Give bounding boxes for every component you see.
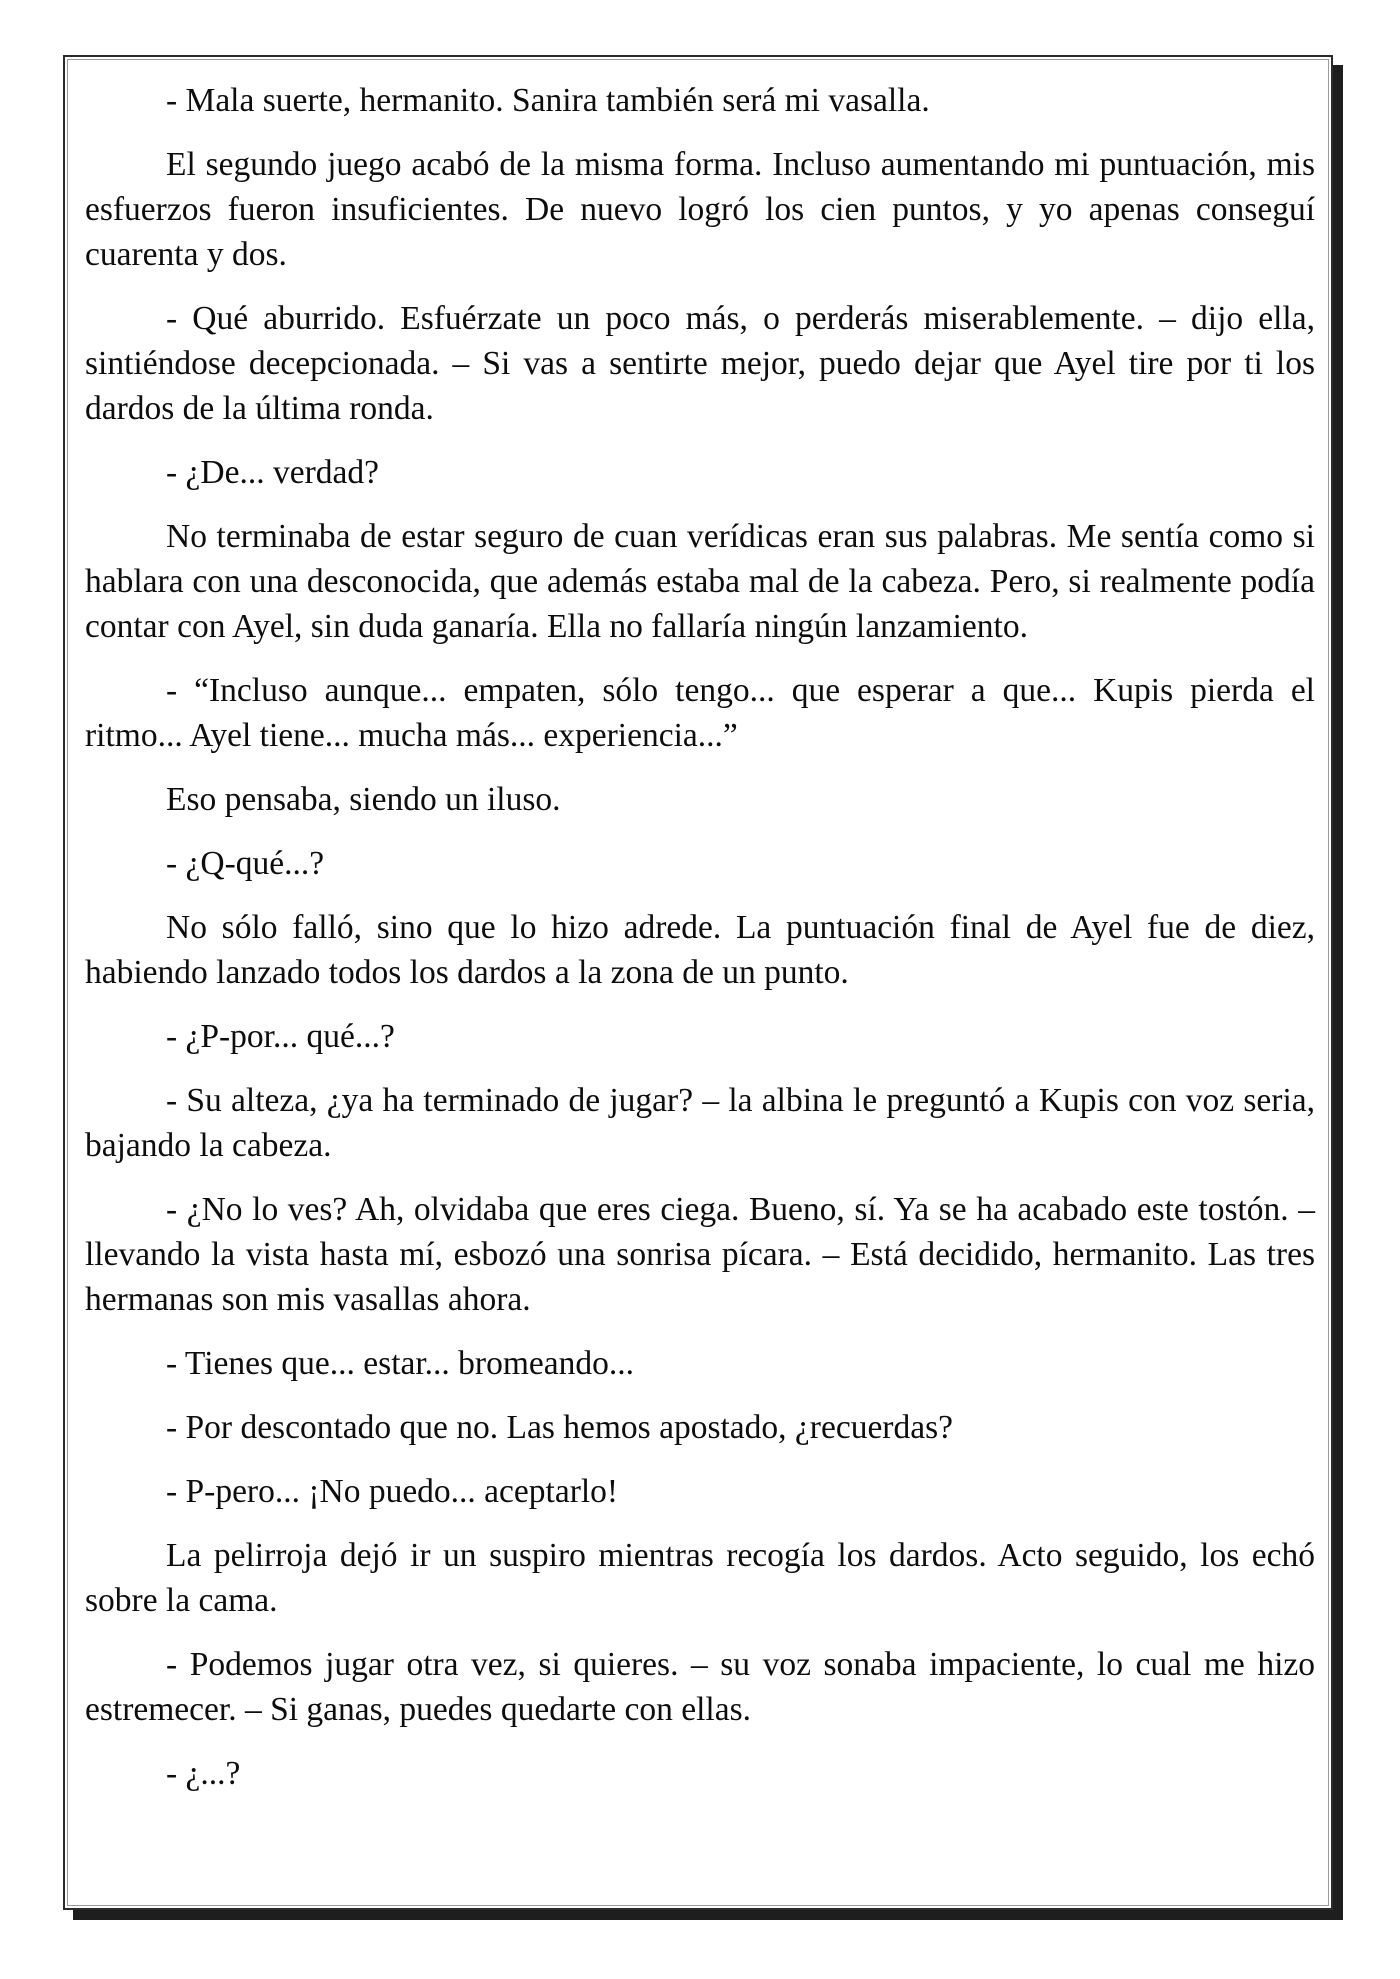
paragraph: No terminaba de estar seguro de cuan verídicas eran sus palabras. Me sentía como si hablara con una desconocida, que además estaba mal de la cabeza. Pero, si realmente podía contar con Ayel, sin duda ganaría. Ella no fallaría ningún lanzamiento.	[85, 518, 1315, 645]
paragraph: Eso pensaba, siendo un iluso.	[166, 781, 561, 818]
document-body	[85, 78, 1315, 1796]
paragraph: - Podemos jugar otra vez, si quieres. – su voz sonaba impaciente, lo cual me hizo estremecer. – Si ganas, puedes quedarte con ellas.	[85, 1646, 1315, 1728]
paragraph: - ¿Q-qué...?	[166, 845, 325, 882]
paragraph: El segundo juego acabó de la misma forma. Incluso aumentando mi puntuación, mis esfuerzos fueron insuficientes. De nuevo logró los cien puntos, y yo apenas conseguí cuarenta y dos.	[85, 146, 1315, 273]
paragraph: - “Incluso aunque... empaten, sólo tengo... que esperar a que... Kupis pierda el ritmo... Ayel tiene... mucha más... experiencia...”	[85, 672, 1315, 754]
paragraph: - ¿...?	[166, 1755, 241, 1792]
paragraph: - ¿De... verdad?	[166, 454, 379, 491]
paragraph: - ¿P-por... qué...?	[166, 1018, 395, 1055]
paragraph: - Qué aburrido. Esfuérzate un poco más, o perderás miserablemente. – dijo ella, sintiéndose decepcionada. – Si vas a sentirte mejor, puedo dejar que Ayel tire por ti los dardos de la última ronda.	[85, 300, 1315, 427]
paragraph: - ¿No lo ves? Ah, olvidaba que eres ciega. Bueno, sí. Ya se ha acabado este tostón. – llevando la vista hasta mí, esbozó una sonrisa pícara. – Está decidido, hermanito. Las tres hermanas son mis vasallas ahora.	[85, 1191, 1315, 1318]
paragraph: No sólo falló, sino que lo hizo adrede. La puntuación final de Ayel fue de diez, habiendo lanzado todos los dardos a la zona de un punto.	[85, 909, 1315, 991]
paragraph: - P-pero... ¡No puedo... aceptarlo!	[166, 1473, 619, 1510]
paragraph: - Tienes que... estar... bromeando...	[166, 1345, 635, 1382]
paragraph: - Su alteza, ¿ya ha terminado de jugar? – la albina le preguntó a Kupis con voz seria, bajando la cabeza.	[85, 1082, 1315, 1164]
paragraph: - Mala suerte, hermanito. Sanira también será mi vasalla.	[166, 82, 930, 119]
paragraph: - Por descontado que no. Las hemos apostado, ¿recuerdas?	[166, 1409, 953, 1446]
paragraph: La pelirroja dejó ir un suspiro mientras recogía los dardos. Acto seguido, los echó sobre la cama.	[85, 1537, 1315, 1619]
